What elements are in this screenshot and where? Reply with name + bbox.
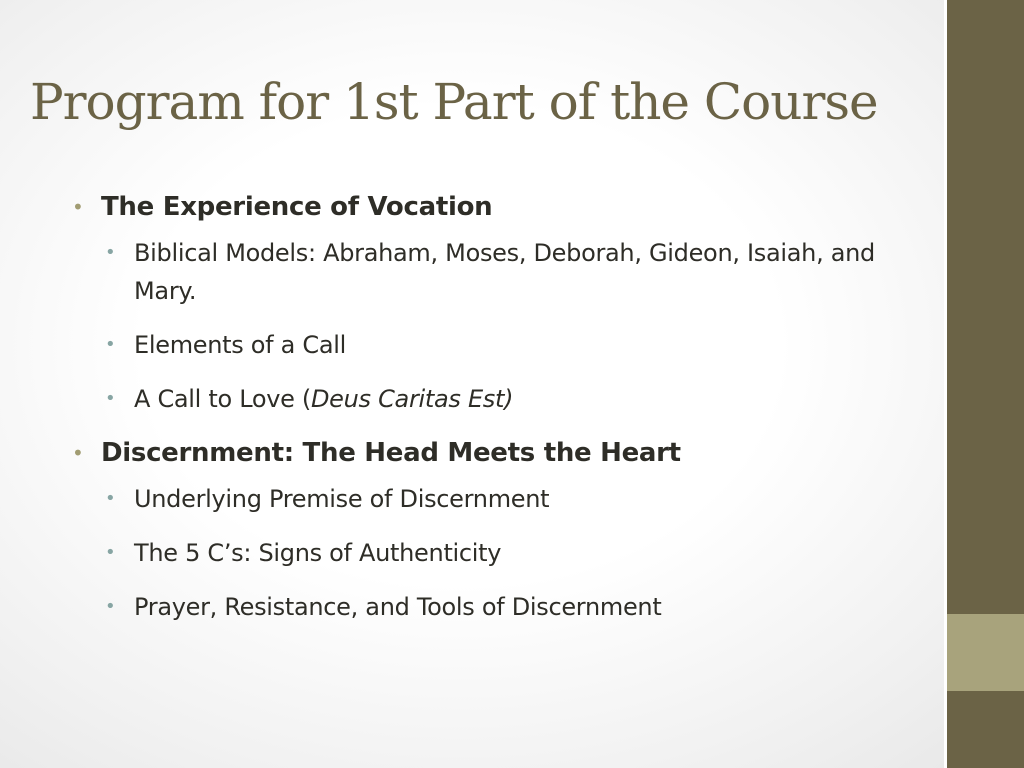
list-item-text: Biblical Models: Abraham, Moses, Deborah, Gideon, Isaiah, and Mary. xyxy=(134,239,875,305)
bullet-icon: • xyxy=(105,242,116,263)
bullet-list xyxy=(72,188,942,642)
list-item-call-to-love xyxy=(105,380,942,418)
bullet-icon: • xyxy=(105,488,116,509)
list-item-underlying-premise xyxy=(105,480,942,518)
bullet-icon: • xyxy=(105,542,116,563)
encyclical-title: Deus Caritas Est) xyxy=(311,385,514,413)
bullet-icon: • xyxy=(105,596,116,617)
list-item-biblical-models xyxy=(105,234,942,310)
bullet-icon: • xyxy=(105,388,116,409)
list-item-experience-of-vocation xyxy=(72,188,942,226)
sidebar-accent-block xyxy=(947,614,1024,691)
bullet-icon: • xyxy=(72,195,84,219)
section-heading: Discernment: The Head Meets the Heart xyxy=(101,438,681,468)
bullet-icon: • xyxy=(105,334,116,355)
list-item-text: A Call to Love ( xyxy=(134,385,311,413)
list-item-discernment xyxy=(72,434,942,472)
list-item-text: Underlying Premise of Discernment xyxy=(134,485,550,513)
list-item-prayer-resistance-tools xyxy=(105,588,942,626)
list-item-elements-of-a-call xyxy=(105,326,942,364)
list-item-text: The 5 C’s: Signs of Authenticity xyxy=(134,539,502,567)
slide-title: Program for 1st Part of the Course xyxy=(30,73,878,131)
section-heading: The Experience of Vocation xyxy=(101,192,493,222)
list-item-text: Prayer, Resistance, and Tools of Discernment xyxy=(134,593,662,621)
list-item-five-cs xyxy=(105,534,942,572)
list-item-text: Elements of a Call xyxy=(134,331,346,359)
bullet-icon: • xyxy=(72,441,84,465)
